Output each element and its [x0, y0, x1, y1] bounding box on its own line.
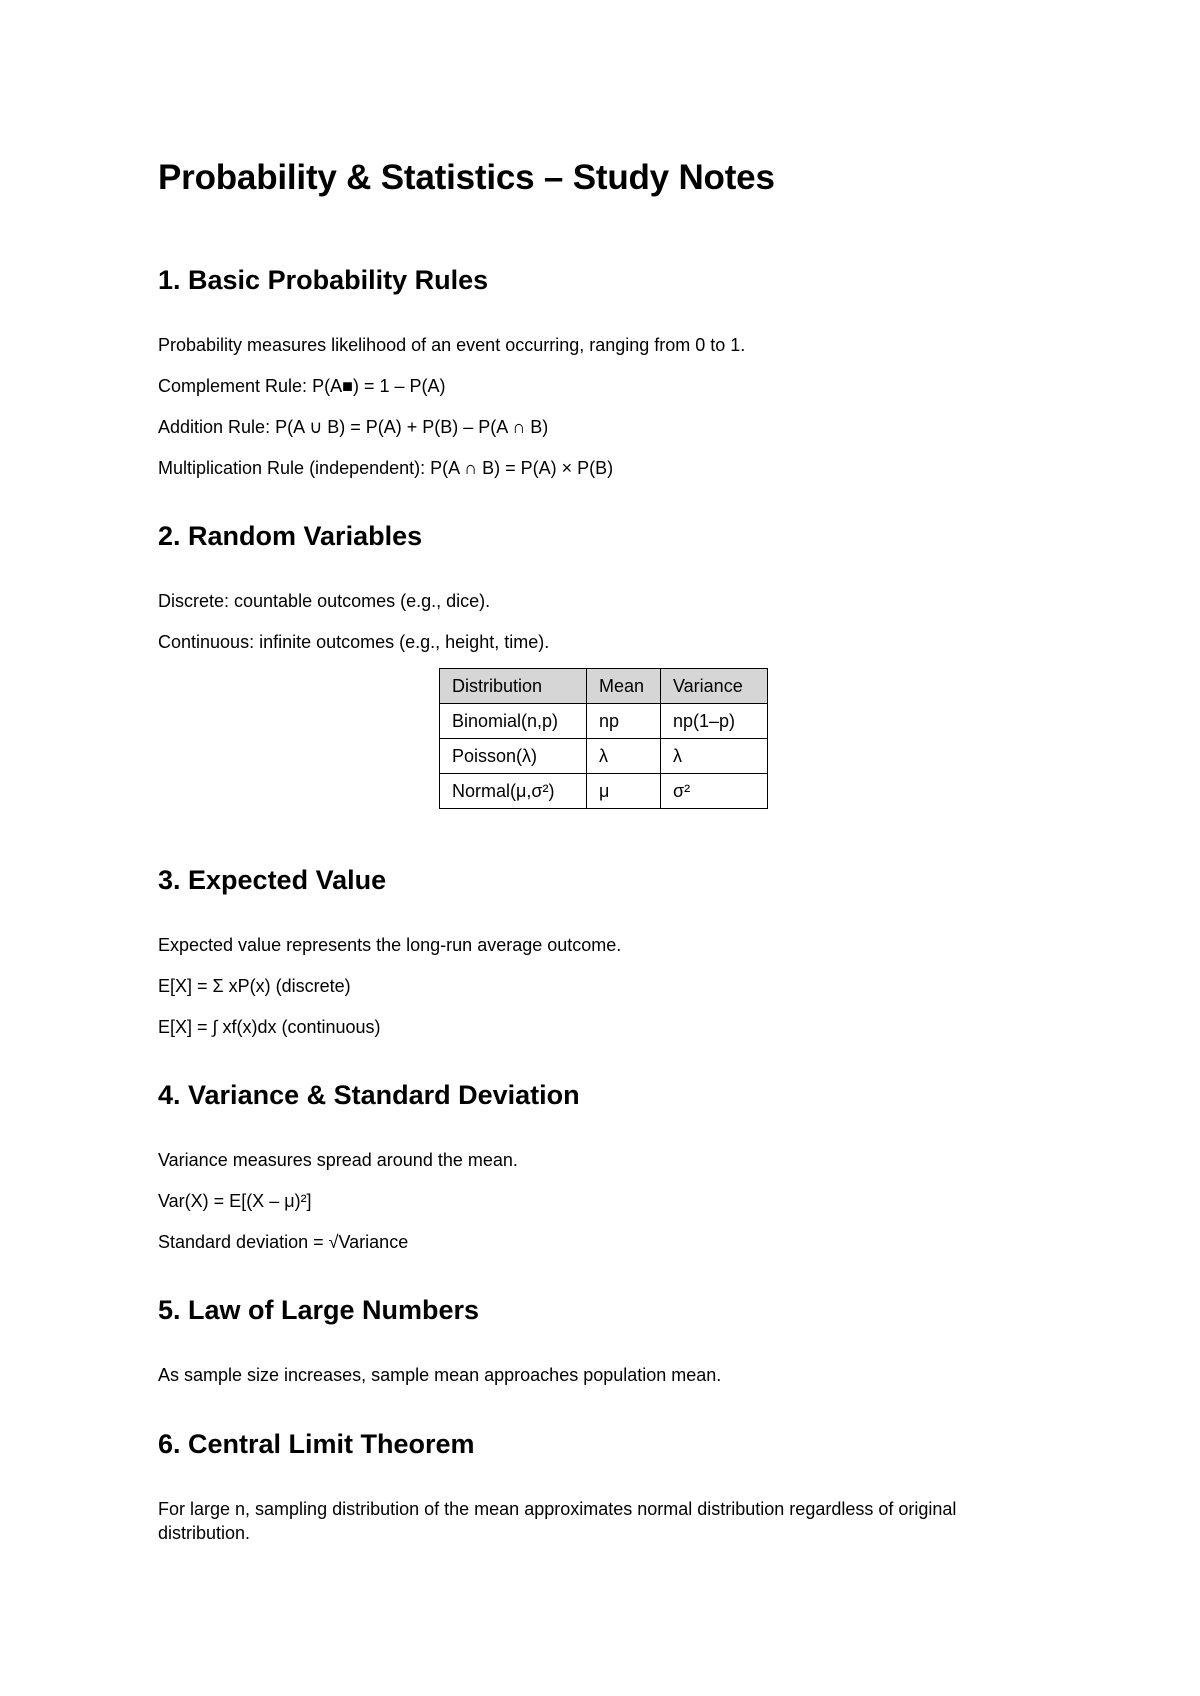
table-header-cell: Variance [661, 669, 768, 704]
table-cell: λ [587, 739, 661, 774]
table-row [440, 774, 768, 809]
table-cell: np [587, 704, 661, 739]
formula-expected-value-continuous: E[X] = ∫ xf(x)dx (continuous) [158, 1017, 381, 1037]
paragraph: Continuous: infinite outcomes (e.g., height, time). [158, 632, 550, 652]
paragraph: Discrete: countable outcomes (e.g., dice). [158, 591, 491, 611]
table-row [440, 704, 768, 739]
formula-standard-deviation: Standard deviation = √Variance [158, 1232, 409, 1252]
section-heading-central-limit-theorem: 6. Central Limit Theorem [158, 1429, 475, 1459]
formula-addition-rule: Addition Rule: P(A ∪ B) = P(A) + P(B) – P(A ∩ B) [158, 417, 549, 437]
paragraph: For large n, sampling distribution of the mean approximates normal distribution regardless of original distribution. [158, 1499, 957, 1543]
table-cell: Normal(μ,σ²) [440, 774, 587, 809]
table-header-cell: Distribution [440, 669, 587, 704]
paragraph: Variance measures spread around the mean. [158, 1150, 518, 1170]
table-cell: λ [661, 739, 768, 774]
section-heading-law-of-large-numbers: 5. Law of Large Numbers [158, 1295, 480, 1325]
paragraph: As sample size increases, sample mean approaches population mean. [158, 1365, 722, 1385]
table-cell: Binomial(n,p) [440, 704, 587, 739]
table-cell: np(1–p) [661, 704, 768, 739]
table-cell: μ [587, 774, 661, 809]
formula-complement-rule: Complement Rule: P(A■) = 1 – P(A) [158, 376, 446, 396]
distribution-table [439, 668, 768, 809]
formula-expected-value-discrete: E[X] = Σ xP(x) (discrete) [158, 976, 351, 996]
table-cell: σ² [661, 774, 768, 809]
formula-variance: Var(X) = E[(X – μ)²] [158, 1191, 312, 1211]
section-heading-expected-value: 3. Expected Value [158, 865, 387, 895]
table-cell: Poisson(λ) [440, 739, 587, 774]
section-heading-basic-probability: 1. Basic Probability Rules [158, 265, 489, 295]
document-title: Probability & Statistics – Study Notes [158, 158, 775, 197]
table-header-row [440, 669, 768, 704]
table-header-cell: Mean [587, 669, 661, 704]
section-heading-random-variables: 2. Random Variables [158, 521, 423, 551]
paragraph: Probability measures likelihood of an event occurring, ranging from 0 to 1. [158, 335, 746, 355]
paragraph: Expected value represents the long-run average outcome. [158, 935, 622, 955]
table-row [440, 739, 768, 774]
formula-multiplication-rule: Multiplication Rule (independent): P(A ∩ B) = P(A) × P(B) [158, 458, 614, 478]
section-heading-variance: 4. Variance & Standard Deviation [158, 1080, 580, 1110]
